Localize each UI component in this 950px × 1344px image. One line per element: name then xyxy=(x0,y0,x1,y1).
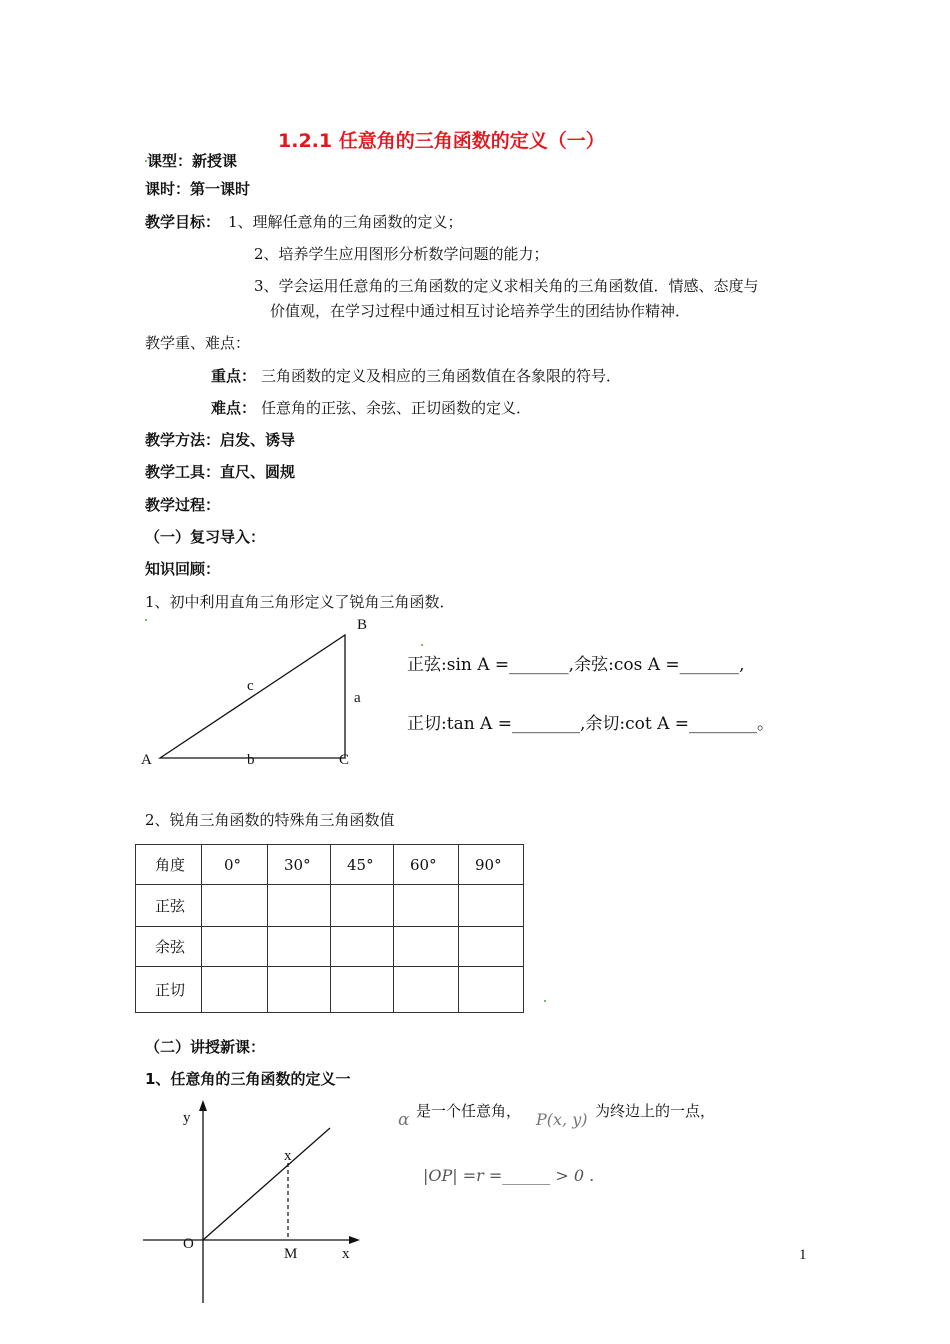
header-0: 0° xyxy=(202,845,268,885)
terminal-side xyxy=(203,1128,330,1240)
y-axis-label: y xyxy=(183,1110,191,1126)
vertex-c: C xyxy=(339,752,350,768)
lesson-type: 课型：新授课 xyxy=(147,152,238,170)
definition-title: 1、任意角的三角函数的定义一 xyxy=(145,1070,351,1088)
side-c: c xyxy=(247,678,254,694)
cos-label: 余弦: xyxy=(574,655,614,675)
sin-label: 正弦: xyxy=(407,655,447,675)
tan-expr: tan A =________, xyxy=(446,714,586,734)
key-text: 三角函数的定义及相应的三角函数值在各象限的符号． xyxy=(261,367,622,385)
op-expression: |OP| =r =______ > 0 . xyxy=(423,1166,595,1185)
header-45: 45° xyxy=(331,845,394,885)
mark xyxy=(145,160,147,162)
x-axis-arrow xyxy=(349,1236,360,1244)
table-header-row xyxy=(136,845,524,885)
page-title: 1.2.1 任意角的三角函数的定义（一） xyxy=(278,130,605,152)
header-60: 60° xyxy=(394,845,459,885)
header-angle: 角度 xyxy=(136,845,202,885)
sin-cos-formula xyxy=(407,650,745,675)
lesson-time: 课时：第一课时 xyxy=(145,180,251,198)
teaching-process: 教学过程： xyxy=(145,496,221,514)
special-angle-table xyxy=(135,844,524,1013)
page-number: 1 xyxy=(799,1247,807,1263)
row-label-tan: 正切 xyxy=(136,967,202,1013)
knowledge-review: 知识回顾： xyxy=(145,560,221,578)
origin-label: O xyxy=(183,1236,194,1252)
table-row xyxy=(136,927,524,967)
section-review: （一）复习导入： xyxy=(145,528,266,546)
point-p: P(x, y) xyxy=(536,1110,588,1129)
difficult-label: 难点： xyxy=(211,399,257,417)
objective-1: 1、理解任意角的三角函数的定义； xyxy=(228,213,463,231)
cos-expr: cos A =_______, xyxy=(613,655,745,675)
objective-2: 2、培养学生应用图形分析数学问题的能力； xyxy=(254,245,549,263)
alpha-symbol: α xyxy=(398,1110,410,1130)
definition-text-1: 是一个任意角， xyxy=(416,1102,522,1120)
section-new-lesson: （二）讲授新课： xyxy=(145,1038,266,1056)
objective-3-cont: 价值观，在学习过程中通过相互讨论培养学生的团结协作精神． xyxy=(270,302,691,320)
triangle-shape xyxy=(160,635,345,758)
sin-expr: sin A =_______, xyxy=(446,655,575,675)
coordinate-diagram xyxy=(140,1098,370,1308)
point-x-label: x xyxy=(284,1148,292,1164)
definition-text-2: 为终边上的一点， xyxy=(595,1102,716,1120)
item-2: 2、锐角三角函数的特殊角三角函数值 xyxy=(145,811,395,829)
right-triangle-diagram xyxy=(130,615,390,780)
objective-3: 3、学会运用任意角的三角函数的定义求相关角的三角函数值．情感、态度与 xyxy=(254,277,759,295)
cot-expr: cot A =________ xyxy=(625,714,758,734)
vertex-b: B xyxy=(357,617,368,633)
table-row xyxy=(136,885,524,927)
teaching-tools: 教学工具：直尺、圆规 xyxy=(145,463,296,481)
y-axis-arrow xyxy=(199,1100,207,1111)
header-90: 90° xyxy=(459,845,524,885)
cot-label: 余切: xyxy=(585,714,626,734)
side-b: b xyxy=(247,752,255,768)
key-points-heading: 教学重、难点： xyxy=(145,334,251,352)
tan-cot-formula xyxy=(407,709,774,734)
teaching-method: 教学方法：启发、诱导 xyxy=(145,431,296,449)
point-m-label: M xyxy=(284,1246,298,1262)
row-label-sin: 正弦 xyxy=(136,885,202,927)
objectives-label: 教学目标： xyxy=(145,213,221,231)
header-30: 30° xyxy=(268,845,331,885)
vertex-a: A xyxy=(141,752,152,768)
key-label: 重点： xyxy=(211,367,257,385)
mark xyxy=(544,1000,546,1002)
mark xyxy=(421,644,423,646)
difficult-text: 任意角的正弦、余弦、正切函数的定义． xyxy=(261,399,532,417)
table-row xyxy=(136,967,524,1013)
row-label-cos: 余弦 xyxy=(136,927,202,967)
formula-end: 。 xyxy=(757,714,775,734)
x-axis-label: x xyxy=(342,1246,350,1262)
side-a: a xyxy=(354,690,361,706)
tan-label: 正切: xyxy=(407,714,447,734)
item-1: 1、初中利用直角三角形定义了锐角三角函数． xyxy=(145,593,455,611)
